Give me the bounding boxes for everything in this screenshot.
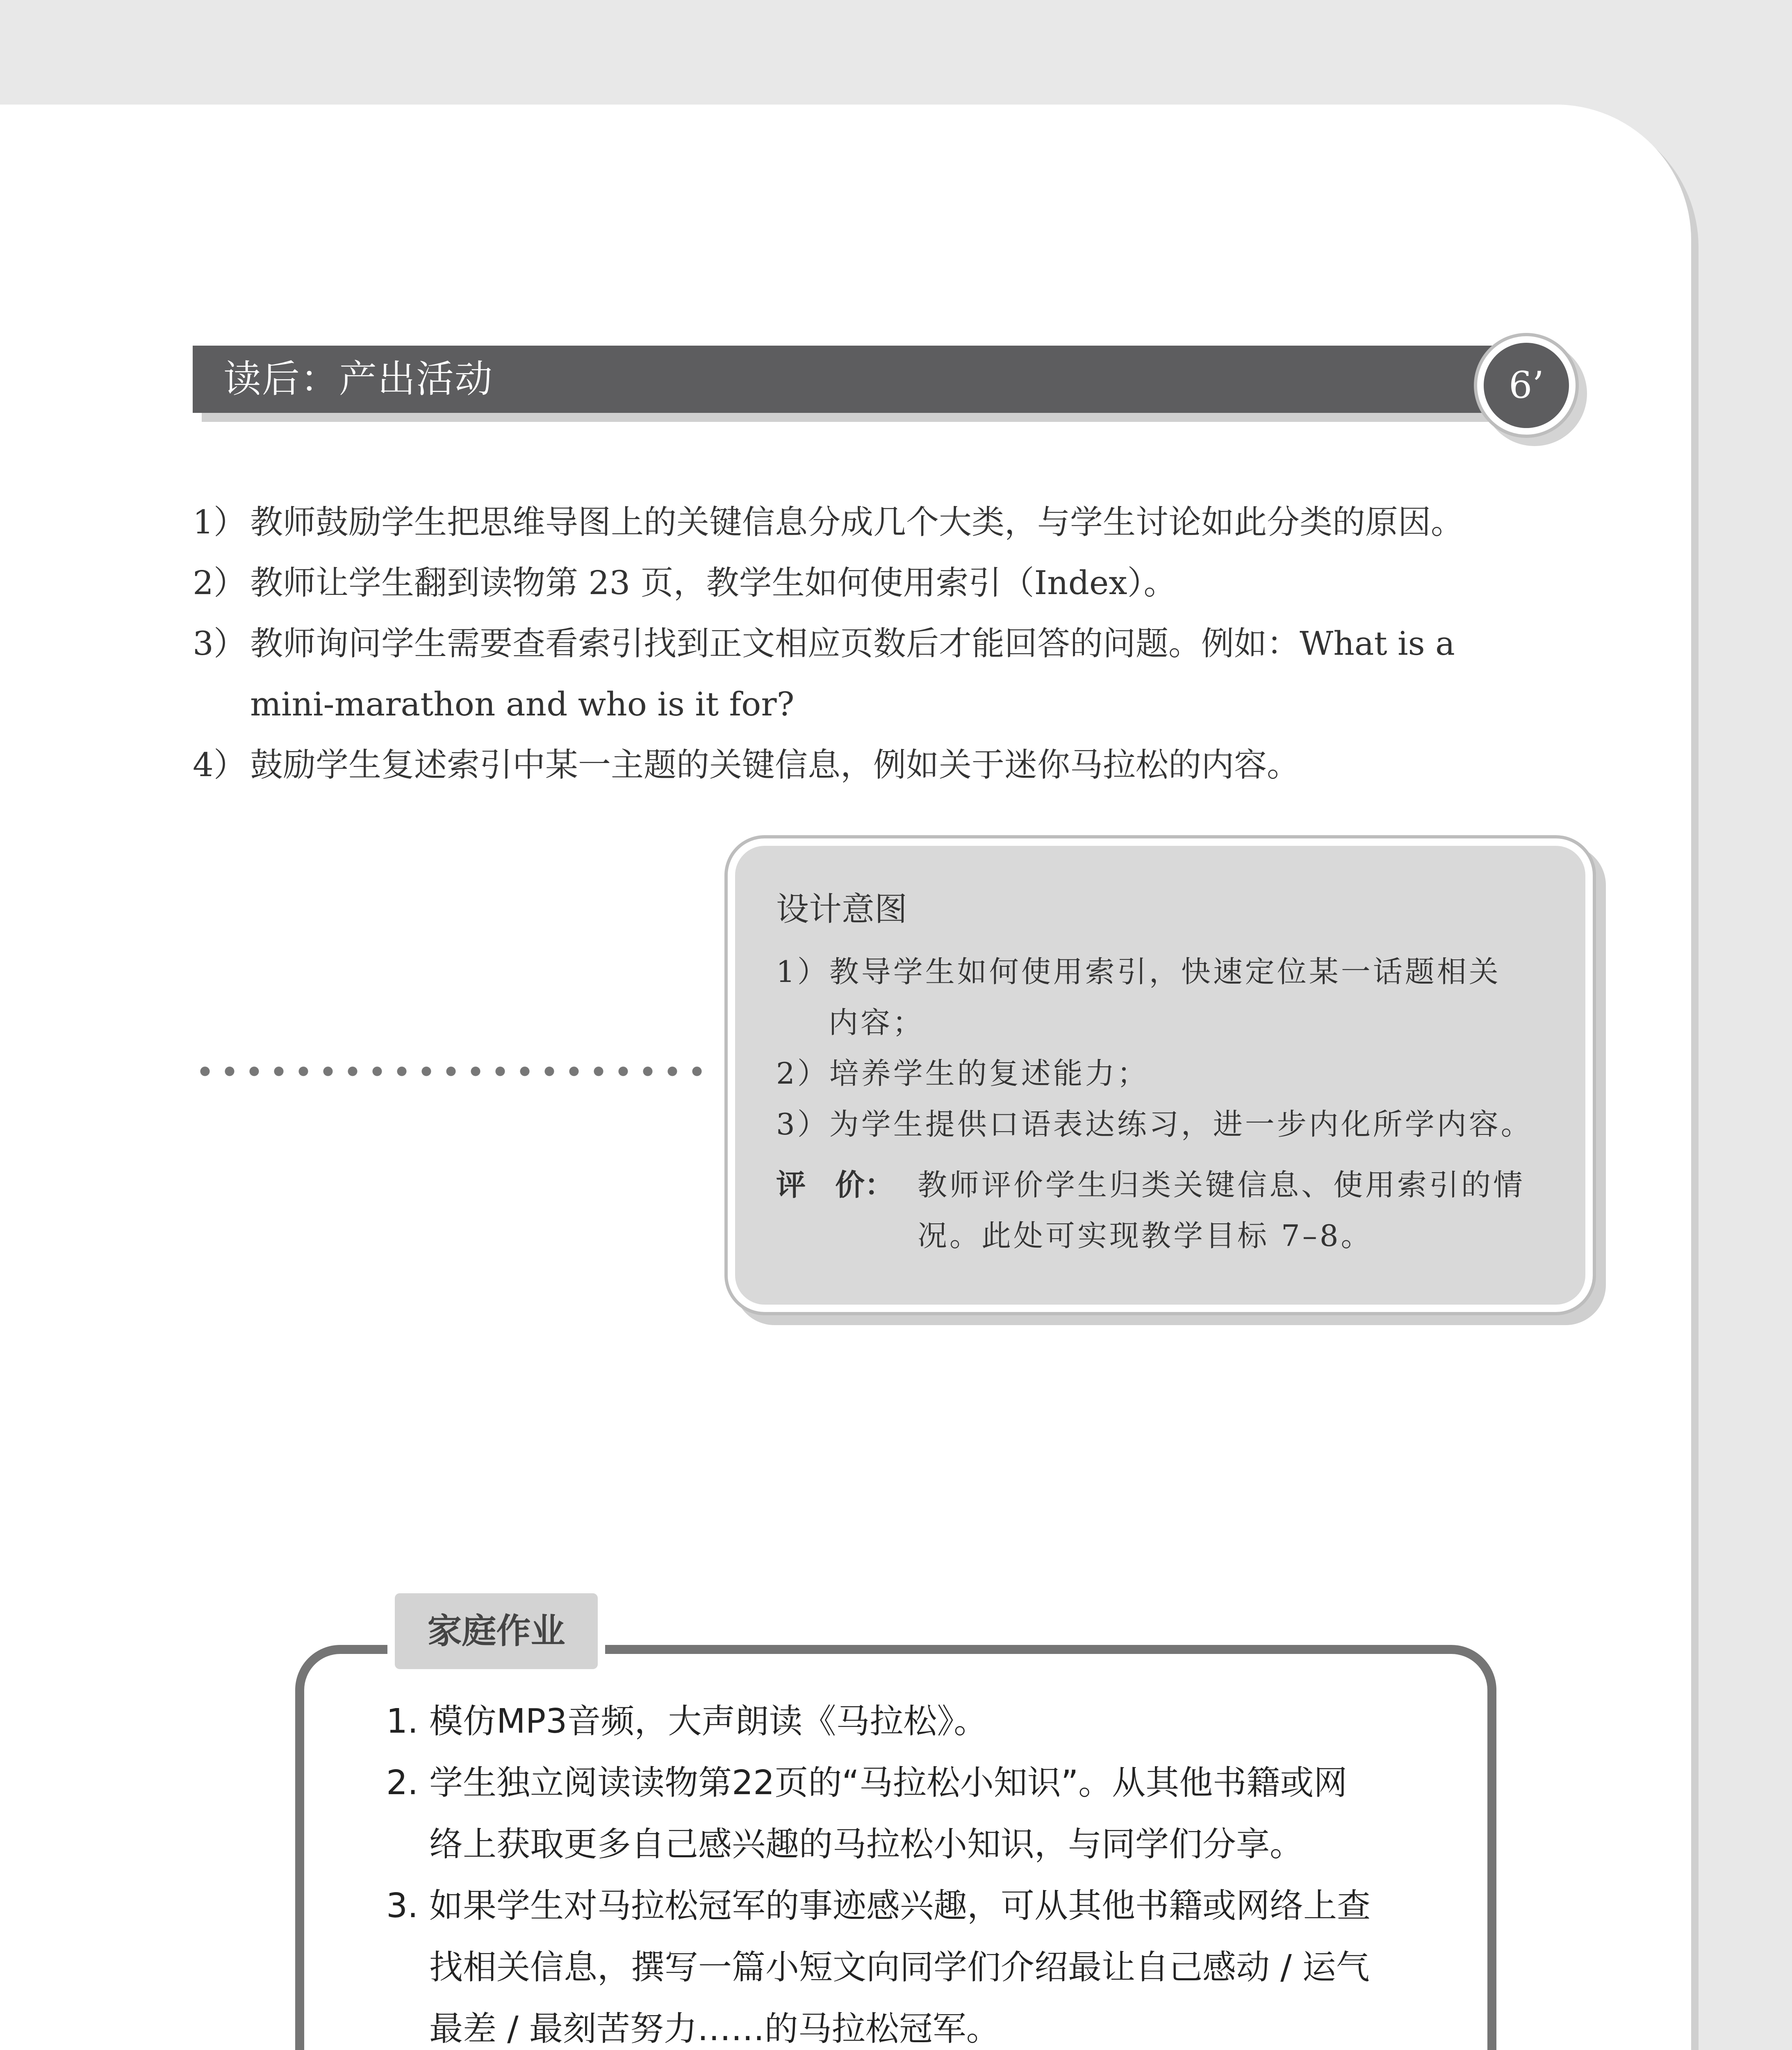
homework-item-2 [386, 1752, 1440, 1875]
intent-item-text: 1）教导学生如何使用索引，快速定位某一话题相关 [776, 954, 1501, 989]
design-intent-box [728, 838, 1593, 1312]
step-3 [193, 613, 1611, 735]
homework-number: 2. [386, 1763, 419, 1802]
step-text: 教师询问学生需要查看索引找到正文相应页数后才能回答的问题。例如：What is a [250, 624, 1455, 663]
step-text-continued: mini-marathon and who is it for? [250, 685, 795, 723]
homework-text: 学生独立阅读读物第22页的“马拉松小知识”。从其他书籍或网 [429, 1763, 1348, 1802]
section-header [193, 346, 1513, 413]
homework-text-continued: 找相关信息，撰写一篇小短文向同学们介绍最让自己感动 / 运气 [429, 1948, 1370, 1987]
homework-text-continued: 最差 / 最刻苦努力……的马拉松冠军。 [429, 2009, 1000, 2048]
intent-item-text: 2）培养学生的复述能力； [776, 1056, 1149, 1091]
step-4 [193, 735, 1611, 795]
homework-box [295, 1645, 1496, 2050]
homework-list [386, 1691, 1440, 2050]
section-title: 读后：产出活动 [223, 357, 494, 401]
step-text: 鼓励学生复述索引中某一主题的关键信息，例如关于迷你马拉松的内容。 [250, 746, 1300, 784]
step-number: 1） [193, 503, 246, 541]
step-number: 3） [193, 624, 246, 663]
intent-item [776, 1099, 1544, 1150]
step-number: 2） [193, 564, 246, 602]
evaluation-label: 评 价： [776, 1168, 895, 1202]
homework-text: 模仿MP3音频，大声朗读《马拉松》。 [429, 1702, 988, 1741]
step-text: 教师让学生翻到读物第 23 页，教学生如何使用索引（Index）。 [250, 564, 1177, 602]
intent-item [776, 1048, 1544, 1099]
step-2 [193, 553, 1611, 613]
step-1 [193, 492, 1611, 553]
step-number: 4） [193, 746, 246, 784]
evaluation-row [776, 1159, 1544, 1261]
homework-title-tab: 家庭作业 [387, 1586, 605, 1676]
time-badge: 6’ [1477, 336, 1576, 435]
homework-item-3 [386, 1875, 1440, 2050]
dotted-leader [193, 1065, 705, 1077]
homework-text: 如果学生对马拉松冠军的事迹感兴趣，可从其他书籍或网络上查 [429, 1886, 1371, 1925]
intent-item-text: 3）为学生提供口语表达练习，进一步内化所学内容。 [776, 1107, 1533, 1141]
homework-number: 1. [386, 1702, 419, 1741]
homework-item-1 [386, 1691, 1440, 1752]
intent-item-text-continued: 内容； [829, 1005, 925, 1040]
intent-item [776, 946, 1544, 1048]
homework-number: 3. [386, 1886, 419, 1925]
step-text: 教师鼓励学生把思维导图上的关键信息分成几个大类，与学生讨论如此分类的原因。 [250, 503, 1464, 541]
evaluation-text: 教师评价学生归类关键信息、使用索引的情况。此处可实现教学目标 7–8。 [918, 1168, 1526, 1253]
intent-title: 设计意图 [776, 890, 907, 928]
steps-list [193, 492, 1611, 795]
homework-text-continued: 络上获取更多自己感兴趣的马拉松小知识，与同学们分享。 [429, 1825, 1304, 1864]
